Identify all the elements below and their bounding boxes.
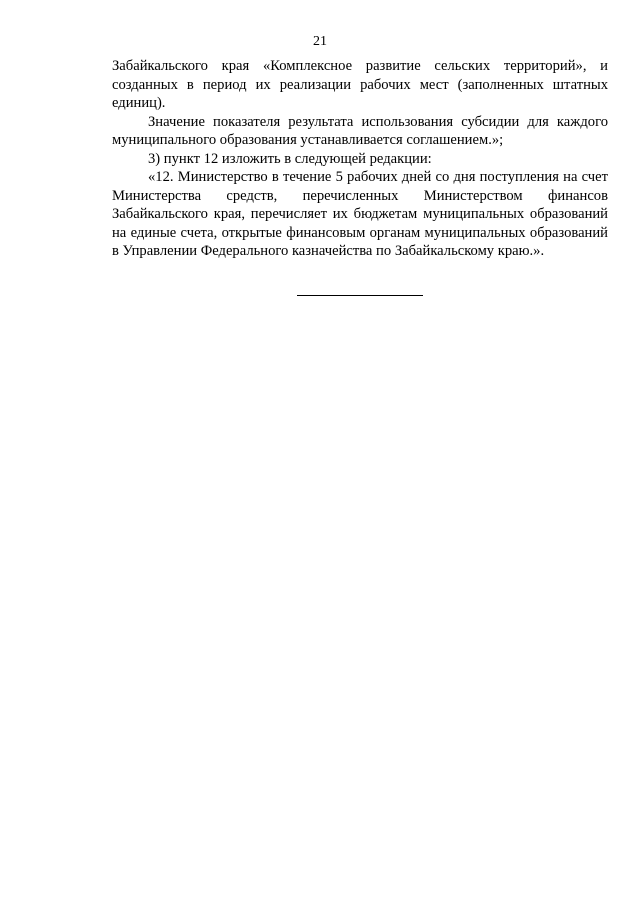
- paragraph-continuation: Забайкальского края «Комплексное развитие сельских территорий», и созданных в период их реализации рабочих мест (заполненных штатных единиц).: [112, 58, 608, 111]
- end-separator-line: [297, 295, 423, 296]
- paragraph-item-3: 3) пункт 12 изложить в следующей редакции:: [148, 150, 432, 167]
- document-body: [112, 57, 608, 261]
- paragraph-clause-12: «12. Министерство в течение 5 рабочих дней со дня поступления на счет Министерства средств, перечисленных Министерством финансов Забайкальского края, перечисляет их бюджетам муниципальных образований на единые счета, открытые финансовым органам муниципальных образований в Управлении Федерального казначейства по Забайкальскому краю.».: [112, 169, 608, 259]
- page-number: 21: [313, 34, 327, 49]
- paragraph-indicator-value: Значение показателя результата использования субсидии для каждого муниципального образования устанавливается соглашением.»;: [112, 113, 608, 148]
